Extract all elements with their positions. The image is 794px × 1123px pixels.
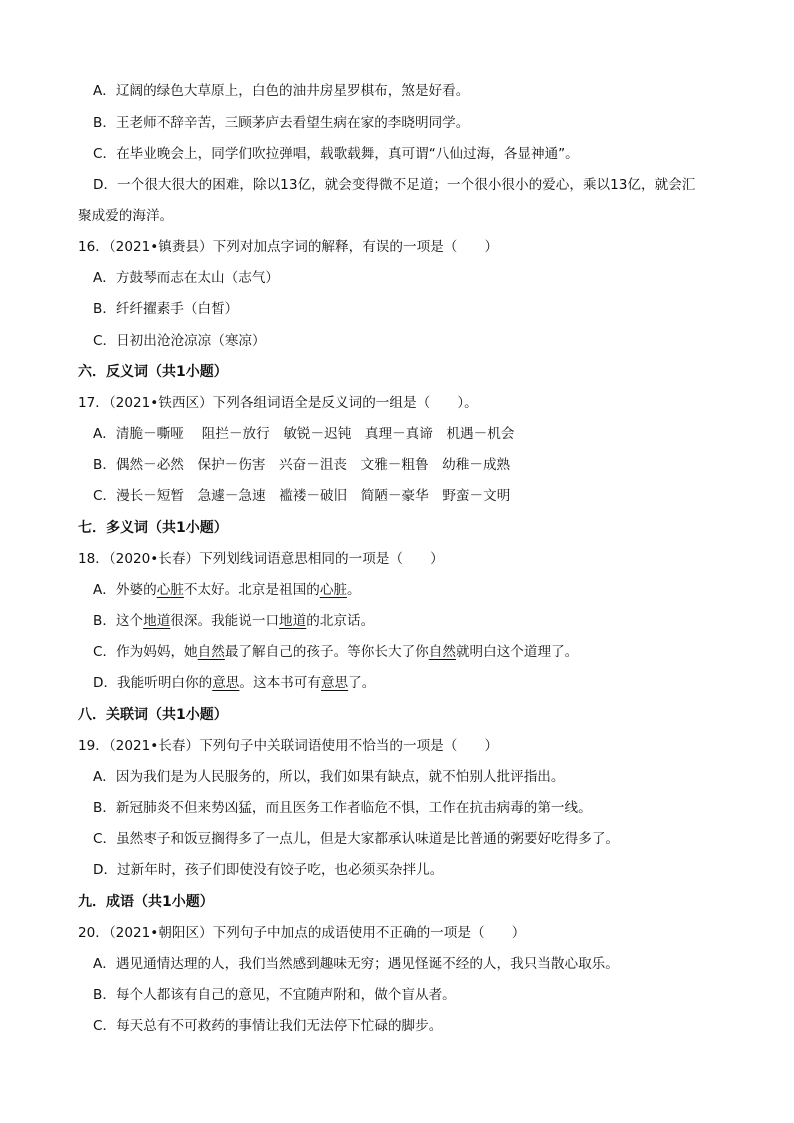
question-17: 17．（2021•铁西区）下列各组词语全是反义词的一组是（ ）。 [78, 395, 478, 411]
text-segment: 。 [347, 582, 361, 598]
text-segment: 就明白这个道理了。 [455, 644, 579, 660]
q19-option-d: D．过新年时，孩子们即使没有饺子吃，也必须买杂拌儿。 [93, 862, 444, 878]
q18-option-d [93, 673, 375, 693]
q15-option-b: B．王老师不辞辛苦，三顾茅庐去看望生病在家的李晓明同学。 [93, 115, 470, 131]
q16-option-a: A．方鼓琴而志在太山（志气） [93, 270, 280, 286]
text-segment: 了。 [348, 675, 376, 691]
q17-option-c: C．漫长－短暂 急遽－急速 褴褛－破旧 简陋－豪华 野蛮－文明 [93, 488, 511, 504]
section-heading-idioms: 九．成语（共1小题） [78, 894, 214, 910]
q18-option-c [93, 642, 578, 662]
text-segment: B．这个 [93, 613, 144, 629]
underlined-word: 意思 [212, 675, 240, 691]
section-heading-polysemy: 七．多义词（共1小题） [78, 520, 228, 536]
q19-option-a: A．因为我们是为人民服务的，所以，我们如果有缺点，就不怕别人批评指出。 [93, 769, 565, 785]
text-segment: C．作为妈妈，她 [93, 644, 198, 660]
text-segment: 。这本书可有 [239, 675, 321, 691]
section-heading-conjunctions: 八．关联词（共1小题） [78, 707, 228, 723]
underlined-word: 自然 [197, 644, 225, 660]
q20-option-b: B．每个人都该有自己的意见，不宜随声附和，做个盲从者。 [93, 987, 456, 1003]
underlined-word: 地道 [143, 613, 171, 629]
q17-option-b: B．偶然－必然 保护－伤害 兴奋－沮丧 文雅－粗鲁 幼稚－成熟 [93, 457, 511, 473]
q20-option-a: A．遇见通情达理的人，我们当然感到趣味无穷；遇见怪诞不经的人，我只当散心取乐。 [93, 956, 619, 972]
text-segment: 很深。我能说一口 [170, 613, 280, 629]
question-16: 16．（2021•镇赉县）下列对加点字词的解释，有误的一项是（ ） [78, 239, 499, 255]
underlined-word: 心脏 [156, 582, 184, 598]
text-segment: 最了解自己的孩子。等你长大了你 [224, 644, 429, 660]
question-20: 20．（2021•朝阳区）下列句子中加点的成语使用不正确的一项是（ ） [78, 925, 526, 941]
underlined-word: 意思 [320, 675, 349, 691]
underlined-word: 自然 [428, 644, 456, 660]
q18-option-b [93, 611, 374, 631]
text-segment: A．外婆的 [93, 582, 157, 598]
underlined-word: 地道 [279, 613, 307, 629]
text-segment: 的北京话。 [306, 613, 375, 629]
question-19: 19．（2021•长春）下列句子中关联词语使用不恰当的一项是（ ） [78, 738, 499, 754]
q19-option-c: C．虽然枣子和饭豆搁得多了一点儿，但是大家都承认味道是比普通的粥要好吃得多了。 [93, 831, 620, 847]
q15-option-a: A．辽阔的绿色大草原上，白色的油井房星罗棋布，煞是好看。 [93, 83, 470, 99]
q18-option-a [93, 580, 361, 600]
q15-option-c: C．在毕业晚会上，同学们吹拉弹唱，载歌载舞，真可谓“八仙过海，各显神通”。 [93, 146, 579, 162]
q20-option-c: C．每天总有不可救药的事情让我们无法停下忙碌的脚步。 [93, 1018, 443, 1034]
q19-option-b: B．新冠肺炎不但来势凶猛，而且医务工作者临危不惧，工作在抗击病毒的第一线。 [93, 800, 592, 816]
q15-option-d-continued: 聚成爱的海洋。 [78, 208, 174, 224]
underlined-word: 心脏 [319, 582, 347, 598]
text-segment: D．我能听明白你的 [93, 675, 213, 691]
section-heading-antonyms: 六．反义词（共1小题） [78, 364, 228, 380]
q16-option-b: B．纤纤擢素手（白皙） [93, 301, 239, 317]
q16-option-c: C．日初出沧沧凉凉（寒凉） [93, 333, 266, 349]
q17-option-a: A．清脆－嘶哑 阻拦－放行 敏锐－迟钝 真理－真谛 机遇－机会 [93, 426, 515, 442]
text-segment: 不太好。北京是祖国的 [183, 582, 320, 598]
q15-option-d: D．一个很大很大的困难，除以13亿，就会变得微不足道；一个很小很小的爱心，乘以13亿，就会汇 [93, 177, 696, 193]
question-18: 18．（2020•长春）下列划线词语意思相同的一项是（ ） [78, 551, 444, 567]
